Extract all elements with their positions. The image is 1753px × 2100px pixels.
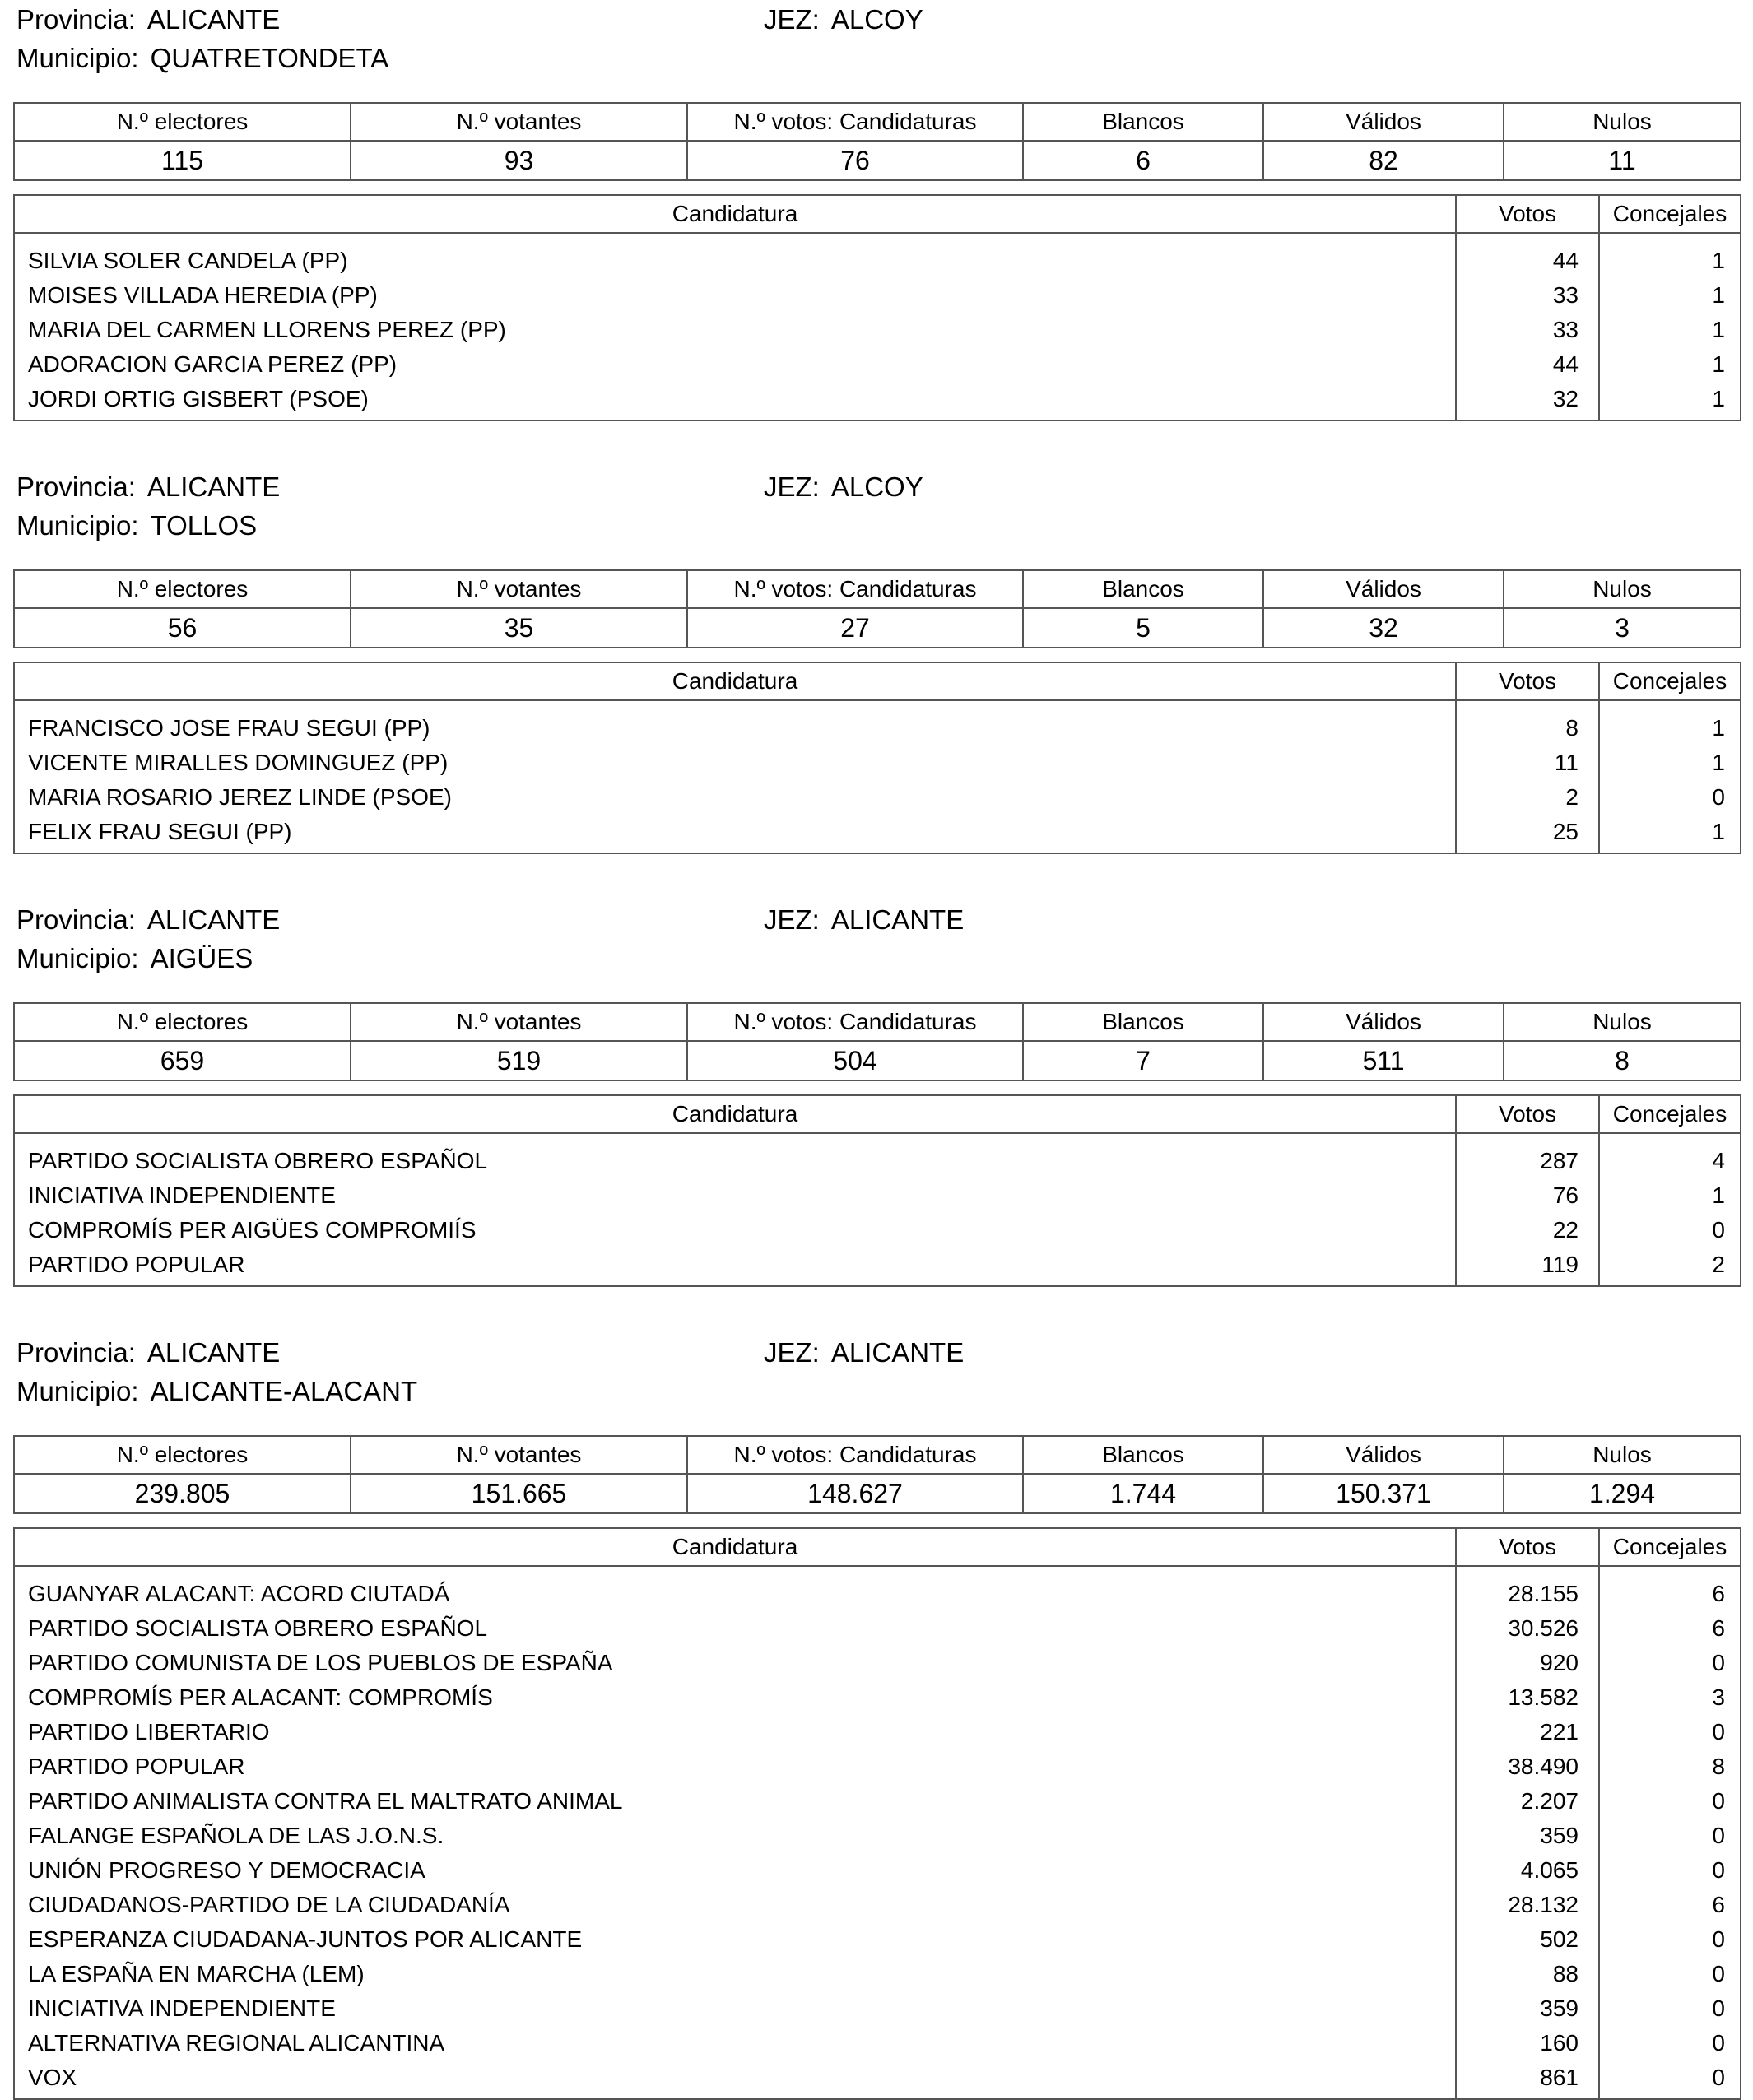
votos-candidaturas-value: 504 [687, 1041, 1023, 1080]
votos-candidaturas-value: 148.627 [687, 1474, 1023, 1513]
candidature-row [14, 746, 1741, 780]
jez-value: ALCOY [830, 472, 923, 502]
candidature-seats: 1 [1599, 244, 1741, 278]
candidature-row [14, 2061, 1741, 2099]
votos-header: Votos [1456, 662, 1599, 700]
provincia-label: Provincia: [16, 904, 136, 935]
jez-line [764, 904, 964, 936]
candidature-row [14, 1577, 1741, 1611]
concejales-header: Concejales [1599, 662, 1741, 700]
candidature-votes: 32 [1456, 382, 1599, 420]
candidature-seats: 1 [1599, 746, 1741, 780]
nulos-value: 3 [1504, 608, 1741, 648]
candidature-row [14, 1991, 1741, 2026]
candidatures-header-row [14, 195, 1741, 233]
votos-header: Votos [1456, 1528, 1599, 1566]
validos-value: 82 [1263, 141, 1504, 180]
provincia-line [16, 904, 280, 936]
municipio-label: Municipio: [16, 1376, 139, 1406]
jez-value: ALICANTE [830, 904, 965, 935]
provincia-label: Provincia: [16, 1337, 136, 1368]
candidature-name: LA ESPAÑA EN MARCHA (LEM) [14, 1957, 1456, 1991]
summary-table [13, 1435, 1741, 1514]
concejales-header: Concejales [1599, 1095, 1741, 1133]
blancos-header: Blancos [1023, 570, 1263, 608]
candidature-votes: 38.490 [1456, 1749, 1599, 1784]
candidature-votes: 22 [1456, 1213, 1599, 1247]
candidature-seats: 0 [1599, 1991, 1741, 2026]
summary-header-row [14, 103, 1741, 141]
summary-value-row [14, 141, 1741, 180]
candidature-votes: 861 [1456, 2061, 1599, 2099]
candidatures-header-row [14, 662, 1741, 700]
candidatura-header: Candidatura [14, 1095, 1456, 1133]
candidature-row [14, 1888, 1741, 1922]
municipio-line [16, 942, 253, 975]
electores-header: N.º electores [14, 570, 351, 608]
candidature-votes: 2 [1456, 780, 1599, 815]
candidature-name: FELIX FRAU SEGUI (PP) [14, 815, 1456, 853]
candidature-name: INICIATIVA INDEPENDIENTE [14, 1178, 1456, 1213]
nulos-header: Nulos [1504, 1003, 1741, 1041]
candidature-name: MOISES VILLADA HEREDIA (PP) [14, 278, 1456, 313]
candidature-name: UNIÓN PROGRESO Y DEMOCRACIA [14, 1853, 1456, 1888]
candidature-votes: 221 [1456, 1715, 1599, 1749]
candidature-name: PARTIDO POPULAR [14, 1247, 1456, 1286]
jez-label: JEZ: [764, 1337, 820, 1368]
candidature-row [14, 1853, 1741, 1888]
candidature-name: ADORACION GARCIA PEREZ (PP) [14, 347, 1456, 382]
votos-header: Votos [1456, 1095, 1599, 1133]
electores-value: 659 [14, 1041, 351, 1080]
provincia-line [16, 3, 280, 36]
candidature-votes: 160 [1456, 2026, 1599, 2061]
candidature-votes: 287 [1456, 1144, 1599, 1178]
validos-value: 32 [1263, 608, 1504, 648]
candidature-name: PARTIDO POPULAR [14, 1749, 1456, 1784]
blancos-value: 6 [1023, 141, 1263, 180]
votos-candidaturas-header: N.º votos: Candidaturas [687, 1436, 1023, 1474]
summary-table [13, 1002, 1741, 1081]
candidatures-table [13, 1094, 1741, 1287]
candidature-votes: 2.207 [1456, 1784, 1599, 1819]
spacer-row [14, 1133, 1741, 1144]
validos-header: Válidos [1263, 1436, 1504, 1474]
candidature-name: CIUDADANOS-PARTIDO DE LA CIUDADANÍA [14, 1888, 1456, 1922]
candidature-name: VICENTE MIRALLES DOMINGUEZ (PP) [14, 746, 1456, 780]
candidature-seats: 8 [1599, 1749, 1741, 1784]
validos-header: Válidos [1263, 570, 1504, 608]
provincia-value: ALICANTE [146, 4, 281, 35]
municipio-line [16, 1375, 417, 1408]
votos-candidaturas-value: 27 [687, 608, 1023, 648]
candidature-name: FALANGE ESPAÑOLA DE LAS J.O.N.S. [14, 1819, 1456, 1853]
municipio-label: Municipio: [16, 43, 139, 73]
candidature-name: MARIA DEL CARMEN LLORENS PEREZ (PP) [14, 313, 1456, 347]
municipio-line [16, 509, 257, 542]
nulos-value: 1.294 [1504, 1474, 1741, 1513]
candidatures-table [13, 194, 1741, 421]
candidature-name: COMPROMÍS PER ALACANT: COMPROMÍS [14, 1680, 1456, 1715]
summary-header-row [14, 1003, 1741, 1041]
municipio-value: AIGÜES [150, 943, 253, 973]
candidature-votes: 920 [1456, 1646, 1599, 1680]
candidature-votes: 44 [1456, 347, 1599, 382]
candidature-seats: 1 [1599, 815, 1741, 853]
jez-line [764, 1336, 964, 1369]
municipio-line [16, 42, 388, 75]
candidature-seats: 3 [1599, 1680, 1741, 1715]
candidature-row [14, 711, 1741, 746]
candidature-row [14, 1715, 1741, 1749]
candidature-votes: 30.526 [1456, 1611, 1599, 1646]
nulos-header: Nulos [1504, 570, 1741, 608]
candidature-seats: 1 [1599, 278, 1741, 313]
candidature-seats: 4 [1599, 1144, 1741, 1178]
candidature-row [14, 815, 1741, 853]
candidature-name: PARTIDO LIBERTARIO [14, 1715, 1456, 1749]
candidature-row [14, 1213, 1741, 1247]
candidatures-table [13, 662, 1741, 854]
candidature-seats: 1 [1599, 313, 1741, 347]
candidature-name: GUANYAR ALACANT: ACORD CIUTADÁ [14, 1577, 1456, 1611]
candidature-seats: 1 [1599, 347, 1741, 382]
provincia-value: ALICANTE [146, 904, 281, 935]
summary-header-row [14, 1436, 1741, 1474]
candidature-votes: 33 [1456, 278, 1599, 313]
municipio-label: Municipio: [16, 510, 139, 541]
candidature-votes: 88 [1456, 1957, 1599, 1991]
candidature-seats: 6 [1599, 1611, 1741, 1646]
provincia-label: Provincia: [16, 4, 136, 35]
summary-value-row [14, 1041, 1741, 1080]
candidature-row [14, 347, 1741, 382]
municipio-value: ALICANTE-ALACANT [150, 1376, 418, 1406]
validos-value: 150.371 [1263, 1474, 1504, 1513]
jez-label: JEZ: [764, 472, 820, 502]
candidature-votes: 25 [1456, 815, 1599, 853]
candidature-row [14, 1957, 1741, 1991]
jez-line [764, 471, 923, 504]
candidature-votes: 11 [1456, 746, 1599, 780]
candidature-votes: 76 [1456, 1178, 1599, 1213]
candidature-seats: 0 [1599, 1784, 1741, 1819]
candidature-name: FRANCISCO JOSE FRAU SEGUI (PP) [14, 711, 1456, 746]
candidature-votes: 502 [1456, 1922, 1599, 1957]
candidature-name: SILVIA SOLER CANDELA (PP) [14, 244, 1456, 278]
candidature-seats: 2 [1599, 1247, 1741, 1286]
candidature-seats: 0 [1599, 1646, 1741, 1680]
candidature-votes: 8 [1456, 711, 1599, 746]
candidature-row [14, 1784, 1741, 1819]
candidature-seats: 1 [1599, 711, 1741, 746]
votantes-header: N.º votantes [351, 1003, 687, 1041]
jez-value: ALCOY [830, 4, 923, 35]
votantes-value: 93 [351, 141, 687, 180]
blancos-value: 1.744 [1023, 1474, 1263, 1513]
validos-header: Válidos [1263, 1003, 1504, 1041]
nulos-header: Nulos [1504, 103, 1741, 141]
electores-value: 56 [14, 608, 351, 648]
provincia-value: ALICANTE [146, 1337, 281, 1368]
candidature-row [14, 1680, 1741, 1715]
candidature-name: JORDI ORTIG GISBERT (PSOE) [14, 382, 1456, 420]
candidature-row [14, 313, 1741, 347]
jez-value: ALICANTE [830, 1337, 965, 1368]
votos-candidaturas-header: N.º votos: Candidaturas [687, 103, 1023, 141]
votos-candidaturas-value: 76 [687, 141, 1023, 180]
candidature-row [14, 1178, 1741, 1213]
provincia-value: ALICANTE [146, 472, 281, 502]
candidature-seats: 0 [1599, 1853, 1741, 1888]
candidature-votes: 33 [1456, 313, 1599, 347]
candidature-row [14, 2026, 1741, 2061]
candidature-seats: 1 [1599, 382, 1741, 420]
concejales-header: Concejales [1599, 1528, 1741, 1566]
nulos-value: 8 [1504, 1041, 1741, 1080]
candidature-name: COMPROMÍS PER AIGÜES COMPROMIÍS [14, 1213, 1456, 1247]
candidature-name: INICIATIVA INDEPENDIENTE [14, 1991, 1456, 2026]
votantes-value: 151.665 [351, 1474, 687, 1513]
votantes-header: N.º votantes [351, 1436, 687, 1474]
blancos-value: 5 [1023, 608, 1263, 648]
summary-value-row [14, 1474, 1741, 1513]
candidatures-header-row [14, 1528, 1741, 1566]
candidature-name: PARTIDO SOCIALISTA OBRERO ESPAÑOL [14, 1611, 1456, 1646]
blancos-header: Blancos [1023, 1436, 1263, 1474]
nulos-header: Nulos [1504, 1436, 1741, 1474]
summary-table [13, 569, 1741, 648]
electores-value: 239.805 [14, 1474, 351, 1513]
candidatures-table [13, 1527, 1741, 2100]
jez-line [764, 3, 923, 36]
candidature-name: PARTIDO SOCIALISTA OBRERO ESPAÑOL [14, 1144, 1456, 1178]
summary-value-row [14, 608, 1741, 648]
candidatures-header-row [14, 1095, 1741, 1133]
candidature-seats: 0 [1599, 1213, 1741, 1247]
votantes-value: 519 [351, 1041, 687, 1080]
candidature-seats: 1 [1599, 1178, 1741, 1213]
candidature-row [14, 1819, 1741, 1853]
spacer-row [14, 233, 1741, 244]
candidature-row [14, 1922, 1741, 1957]
provincia-line [16, 1336, 280, 1369]
candidature-name: PARTIDO ANIMALISTA CONTRA EL MALTRATO ANIMAL [14, 1784, 1456, 1819]
candidature-votes: 28.132 [1456, 1888, 1599, 1922]
candidature-seats: 0 [1599, 2061, 1741, 2099]
candidature-seats: 0 [1599, 1819, 1741, 1853]
candidature-row [14, 1611, 1741, 1646]
jez-label: JEZ: [764, 904, 820, 935]
jez-label: JEZ: [764, 4, 820, 35]
spacer-row [14, 700, 1741, 711]
summary-header-row [14, 570, 1741, 608]
candidature-votes: 28.155 [1456, 1577, 1599, 1611]
candidature-row [14, 382, 1741, 420]
nulos-value: 11 [1504, 141, 1741, 180]
candidature-votes: 359 [1456, 1819, 1599, 1853]
candidature-votes: 4.065 [1456, 1853, 1599, 1888]
candidature-votes: 359 [1456, 1991, 1599, 2026]
votantes-header: N.º votantes [351, 103, 687, 141]
candidature-seats: 0 [1599, 1957, 1741, 1991]
candidature-seats: 0 [1599, 1922, 1741, 1957]
candidature-votes: 119 [1456, 1247, 1599, 1286]
candidature-name: MARIA ROSARIO JEREZ LINDE (PSOE) [14, 780, 1456, 815]
candidatura-header: Candidatura [14, 1528, 1456, 1566]
summary-table [13, 102, 1741, 181]
candidature-seats: 0 [1599, 2026, 1741, 2061]
candidatura-header: Candidatura [14, 195, 1456, 233]
concejales-header: Concejales [1599, 195, 1741, 233]
votos-header: Votos [1456, 195, 1599, 233]
candidature-row [14, 278, 1741, 313]
candidature-seats: 0 [1599, 780, 1741, 815]
provincia-line [16, 471, 280, 504]
votos-candidaturas-header: N.º votos: Candidaturas [687, 1003, 1023, 1041]
municipio-label: Municipio: [16, 943, 139, 973]
electores-value: 115 [14, 141, 351, 180]
candidature-row [14, 1144, 1741, 1178]
votantes-header: N.º votantes [351, 570, 687, 608]
candidature-row [14, 1247, 1741, 1286]
candidature-votes: 13.582 [1456, 1680, 1599, 1715]
candidature-votes: 44 [1456, 244, 1599, 278]
candidatura-header: Candidatura [14, 662, 1456, 700]
municipio-value: TOLLOS [150, 510, 258, 541]
candidature-row [14, 780, 1741, 815]
blancos-value: 7 [1023, 1041, 1263, 1080]
candidature-row [14, 1749, 1741, 1784]
municipio-value: QUATRETONDETA [150, 43, 389, 73]
candidature-seats: 6 [1599, 1888, 1741, 1922]
validos-value: 511 [1263, 1041, 1504, 1080]
candidature-name: ESPERANZA CIUDADANA-JUNTOS POR ALICANTE [14, 1922, 1456, 1957]
candidature-name: ALTERNATIVA REGIONAL ALICANTINA [14, 2026, 1456, 2061]
spacer-row [14, 1566, 1741, 1577]
candidature-row [14, 244, 1741, 278]
electores-header: N.º electores [14, 1436, 351, 1474]
electores-header: N.º electores [14, 1003, 351, 1041]
validos-header: Válidos [1263, 103, 1504, 141]
candidature-name: VOX [14, 2061, 1456, 2099]
votantes-value: 35 [351, 608, 687, 648]
blancos-header: Blancos [1023, 103, 1263, 141]
candidature-row [14, 1646, 1741, 1680]
candidature-seats: 6 [1599, 1577, 1741, 1611]
provincia-label: Provincia: [16, 472, 136, 502]
candidature-seats: 0 [1599, 1715, 1741, 1749]
candidature-name: PARTIDO COMUNISTA DE LOS PUEBLOS DE ESPAÑA [14, 1646, 1456, 1680]
electores-header: N.º electores [14, 103, 351, 141]
votos-candidaturas-header: N.º votos: Candidaturas [687, 570, 1023, 608]
blancos-header: Blancos [1023, 1003, 1263, 1041]
